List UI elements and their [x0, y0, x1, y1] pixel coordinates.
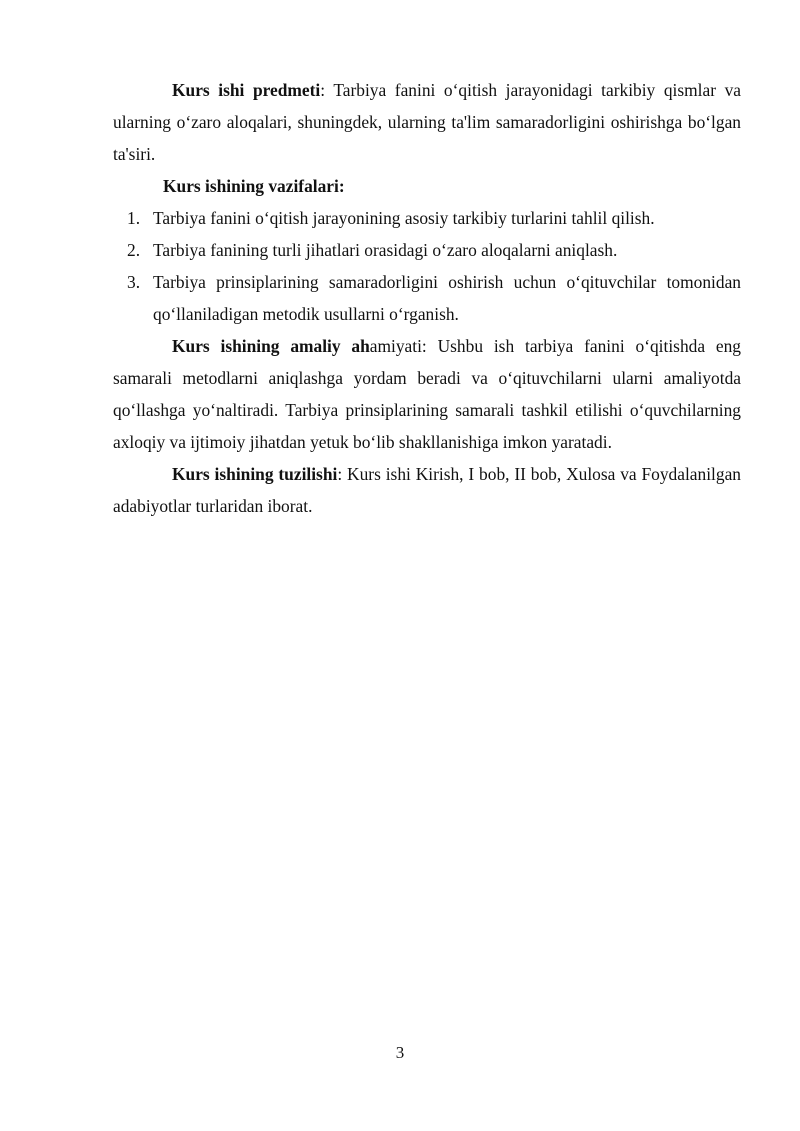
course-structure-text: : Kurs ishi Kirish, I bob, II bob, Xulosa va Foydalanilgan adabiyotlar turlaridan iborat. [113, 464, 741, 516]
course-subject-label: Kurs ishi predmeti [172, 80, 321, 100]
list-item-text: Tarbiya fanining turli jihatlari orasidagi o‘zaro aloqalarni aniqlash. [153, 240, 618, 260]
course-subject-text: : Tarbiya fanini o‘qitish jarayonidagi tarkibiy qismlar va ularning o‘zaro aloqalari, shuningdek, ularning ta'lim samaradorligini oshirishga bo‘lgan ta'siri. [113, 80, 741, 164]
list-item-number: 2. [127, 240, 141, 260]
list-item [113, 266, 741, 330]
paragraph-course-subject [113, 74, 741, 170]
list-item-number: 3. [127, 272, 141, 292]
practical-significance-text: amiyati: Ushbu ish tarbiya fanini o‘qitishda eng samarali metodlarni aniqlashga yordam beradi va o‘qituvchilarni ularni amaliyotda qo‘llashga yo‘naltiradi. Tarbiya prinsiplarining samarali tashkil etilishi o‘quvchilarning axloqiy va ijtimoiy jihatdan yetuk bo‘lib shakllanishiga imkon yaratadi. [113, 336, 741, 452]
course-structure-label: Kurs ishining tuzilishi [172, 464, 338, 484]
tasks-heading: Kurs ishining vazifalari: [163, 176, 345, 196]
list-item-number: 1. [127, 208, 141, 228]
paragraph-course-structure [113, 458, 741, 522]
list-item [113, 202, 741, 234]
page-body [113, 74, 741, 522]
list-item-text: Tarbiya fanini o‘qitish jarayonining asosiy tarkibiy turlarini tahlil qilish. [153, 208, 655, 228]
practical-significance-label: Kurs ishining amaliy ah [172, 336, 370, 356]
tasks-list [113, 202, 741, 330]
page-number: 3 [395, 1043, 405, 1062]
list-item-text: Tarbiya prinsiplarining samaradorligini oshirish uchun o‘qituvchilar tomonidan qo‘llaniladigan metodik usullarni o‘rganish. [153, 272, 741, 324]
list-item [113, 234, 741, 266]
paragraph-practical-significance [113, 330, 741, 458]
